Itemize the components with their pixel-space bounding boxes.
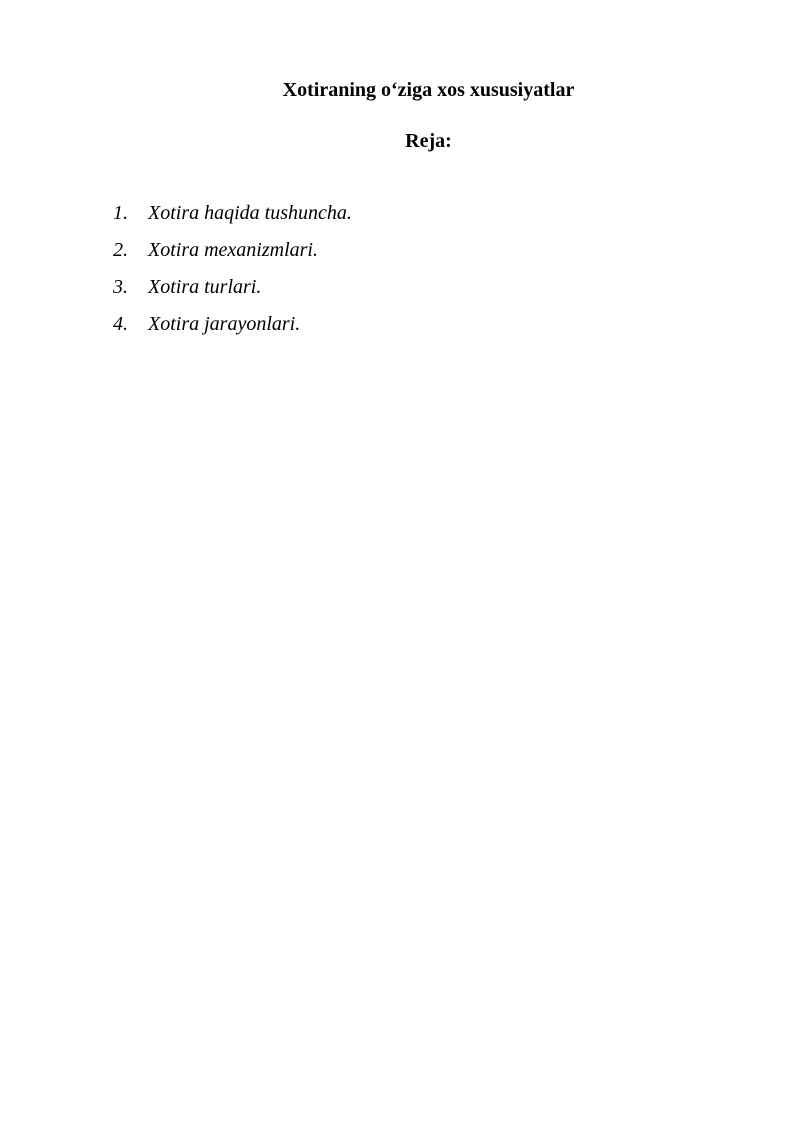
plan-item (113, 199, 352, 227)
document-title: Xotiraning o‘ziga xos xususiyatlar (282, 79, 575, 101)
plan-item (113, 310, 352, 338)
plan-item-text: Xotira haqida tushuncha. (148, 202, 352, 224)
plan-item (113, 236, 352, 264)
plan-list (113, 199, 352, 347)
plan-item-number: 3. (113, 276, 128, 298)
plan-item-text: Xotira mexanizmlari. (148, 239, 318, 261)
plan-item-number: 4. (113, 313, 128, 335)
plan-heading: Reja: (405, 130, 452, 152)
plan-item-text: Xotira jarayonlari. (148, 313, 301, 335)
plan-item-text: Xotira turlari. (148, 276, 262, 298)
plan-item-number: 2. (113, 239, 128, 261)
plan-item-number: 1. (113, 202, 128, 224)
plan-item (113, 273, 352, 301)
